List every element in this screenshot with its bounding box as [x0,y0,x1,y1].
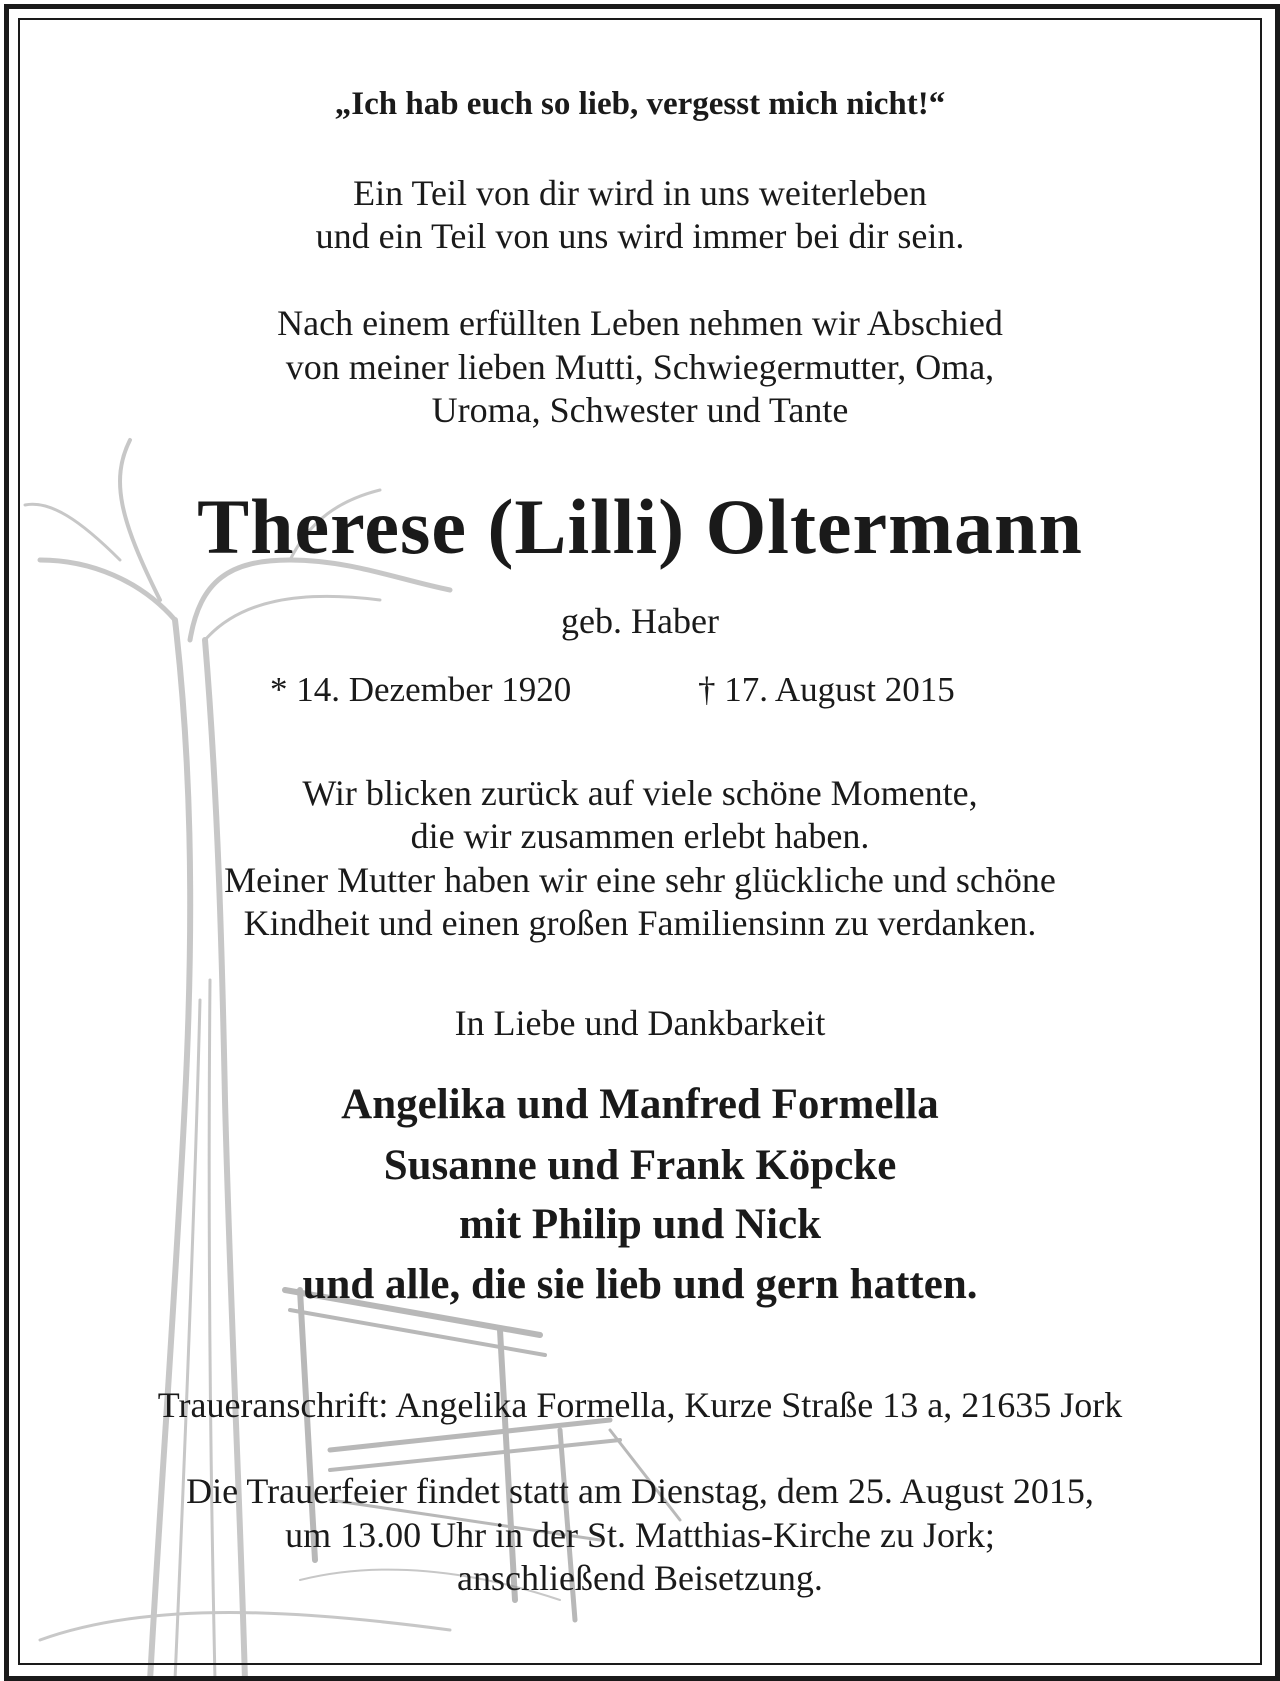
remembrance-line: Kindheit und einen großen Familiensinn zu verdanken. [243,903,1037,943]
remembrance-line: die wir zusammen erlebt haben. [410,816,870,856]
intro-line: Nach einem erfüllten Leben nehmen wir Abschied [277,303,1003,343]
remembrance-line: Meiner Mutter haben wir eine sehr glückliche und schöne [224,860,1056,900]
service-line: Die Trauerfeier findet statt am Dienstag, dem 25. August 2015, [186,1471,1094,1511]
motto-quote: „Ich hab euch so lieb, vergesst mich nicht!“ [334,86,946,122]
birth-date: * 14. Dezember 1920 [270,670,572,709]
intro-line: Uroma, Schwester und Tante [431,390,849,430]
obituary-notice [20,20,1260,1663]
mourner-line: Angelika und Manfred Formella [341,1081,939,1128]
verse-line: und ein Teil von uns wird immer bei dir sein. [315,216,965,256]
remembrance-line: Wir blicken zurück auf viele schöne Momente, [302,773,978,813]
closing-phrase: In Liebe und Dankbarkeit [454,1003,826,1043]
deceased-name: Therese (Lilli) Oltermann [197,483,1083,570]
mourner-line: Susanne und Frank Köpcke [383,1142,897,1189]
intro-line: von meiner lieben Mutti, Schwiegermutter, Oma, [285,347,995,387]
service-line: anschließend Beisetzung. [457,1558,823,1598]
mourner-line: mit Philip und Nick [458,1201,821,1248]
maiden-name: geb. Haber [561,601,719,641]
death-date: † 17. August 2015 [698,670,955,709]
service-line: um 13.00 Uhr in der St. Matthias-Kirche zu Jork; [285,1515,995,1555]
verse-line: Ein Teil von dir wird in uns weiterleben [353,173,927,213]
mourner-line: und alle, die sie lieb und gern hatten. [302,1261,978,1308]
mourning-address: Traueranschrift: Angelika Formella, Kurze Straße 13 a, 21635 Jork [157,1385,1123,1425]
